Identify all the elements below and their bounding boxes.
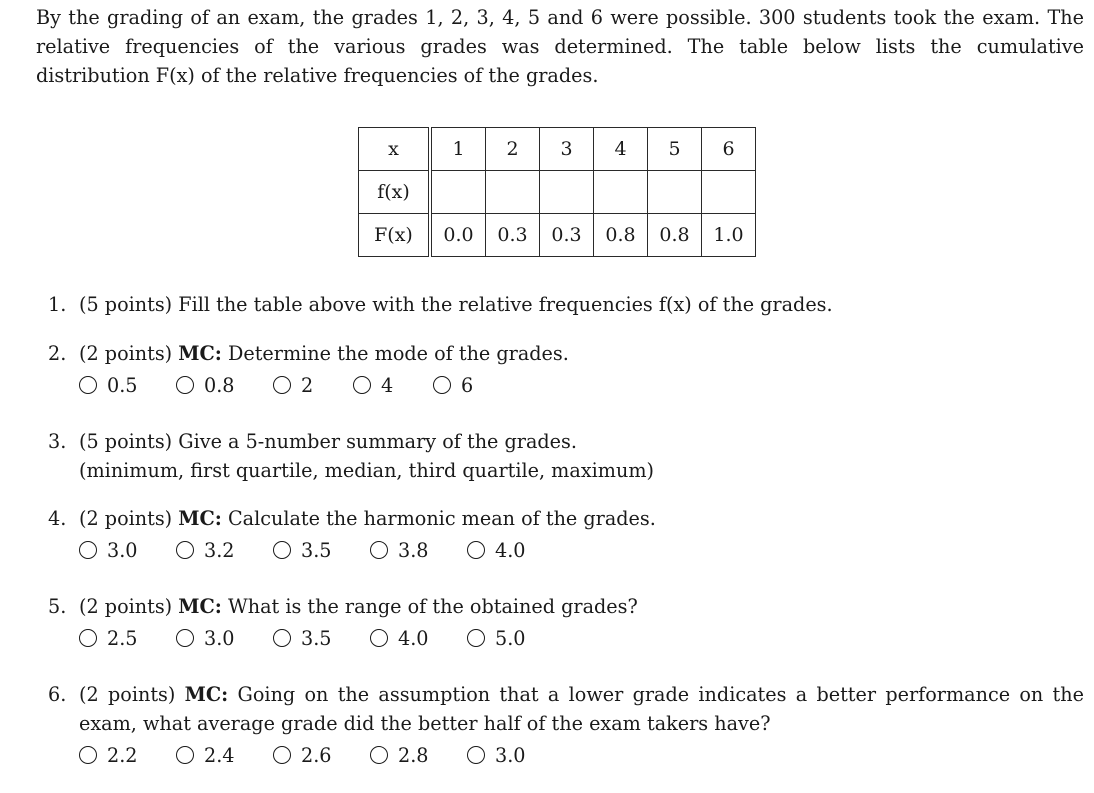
radio-circle-icon[interactable] — [273, 629, 291, 647]
option-label: 3.2 — [204, 538, 235, 562]
answer-option[interactable] — [176, 536, 273, 565]
answer-option[interactable] — [79, 741, 176, 770]
table-cell: 0.0 — [430, 214, 486, 257]
option-label: 3.8 — [398, 538, 429, 562]
option-label: 0.5 — [107, 373, 138, 397]
radio-circle-icon[interactable] — [370, 541, 388, 559]
answer-option[interactable] — [370, 624, 467, 653]
radio-circle-icon[interactable] — [176, 376, 194, 394]
answer-option[interactable] — [370, 741, 467, 770]
question-text: Give a 5-number summary of the grades. — [178, 430, 577, 453]
answer-option[interactable] — [79, 624, 176, 653]
question-6 — [48, 680, 1084, 770]
radio-circle-icon[interactable] — [79, 376, 97, 394]
table-cell-empty — [702, 171, 756, 214]
answer-option[interactable] — [273, 536, 370, 565]
option-label: 2 — [301, 373, 314, 397]
question-2 — [48, 339, 1084, 400]
table-cell: 1.0 — [702, 214, 756, 257]
table-row-x — [359, 128, 756, 171]
table-cell-empty — [648, 171, 702, 214]
radio-circle-icon[interactable] — [353, 376, 371, 394]
table-cell: 5 — [648, 128, 702, 171]
radio-circle-icon[interactable] — [467, 541, 485, 559]
grades-table-container — [358, 127, 756, 257]
option-label: 3.5 — [301, 626, 332, 650]
question-number: 4. — [48, 507, 67, 530]
radio-circle-icon[interactable] — [273, 541, 291, 559]
question-text: Determine the mode of the grades. — [227, 342, 569, 365]
answer-option[interactable] — [370, 536, 467, 565]
option-label: 3.0 — [495, 743, 526, 767]
table-cell-empty — [430, 171, 486, 214]
table-row-fx — [359, 171, 756, 214]
table-cell: 4 — [594, 128, 648, 171]
answer-option[interactable] — [176, 371, 273, 400]
question-points: (2 points) — [79, 595, 173, 618]
table-cell: 0.3 — [540, 214, 594, 257]
row-header: x — [359, 128, 431, 171]
table-cell: 0.3 — [486, 214, 540, 257]
table-cell-empty — [594, 171, 648, 214]
question-3 — [48, 427, 1084, 485]
option-label: 4.0 — [495, 538, 526, 562]
table-cell: 1 — [430, 128, 486, 171]
table-cell: 0.8 — [594, 214, 648, 257]
question-1 — [48, 290, 1084, 319]
option-label: 2.4 — [204, 743, 235, 767]
radio-circle-icon[interactable] — [273, 376, 291, 394]
answer-options — [79, 535, 1084, 565]
question-number: 5. — [48, 595, 67, 618]
mc-marker: MC: — [178, 595, 222, 618]
row-header: F(x) — [359, 214, 431, 257]
answer-options — [79, 740, 1084, 770]
answer-options — [79, 623, 1084, 653]
question-text: Calculate the harmonic mean of the grades. — [227, 507, 656, 530]
answer-option[interactable] — [353, 371, 433, 400]
question-number: 6. — [48, 683, 67, 706]
option-label: 3.0 — [107, 538, 138, 562]
option-label: 2.5 — [107, 626, 138, 650]
option-label: 4.0 — [398, 626, 429, 650]
table-row-Fx — [359, 214, 756, 257]
option-label: 4 — [381, 373, 394, 397]
radio-circle-icon[interactable] — [79, 629, 97, 647]
question-text: What is the range of the obtained grades? — [227, 595, 638, 618]
mc-marker: MC: — [178, 342, 222, 365]
option-label: 0.8 — [204, 373, 235, 397]
question-points: (5 points) — [79, 430, 173, 453]
answer-option[interactable] — [467, 741, 564, 770]
option-label: 2.8 — [398, 743, 429, 767]
option-label: 3.0 — [204, 626, 235, 650]
option-label: 6 — [461, 373, 474, 397]
answer-option[interactable] — [273, 371, 353, 400]
radio-circle-icon[interactable] — [176, 746, 194, 764]
question-text: Going on the assumption that a lower grade indicates a better performance on the exam, what average grade did the better half of the exam takers have? — [79, 683, 1084, 735]
radio-circle-icon[interactable] — [370, 746, 388, 764]
intro-paragraph: By the grading of an exam, the grades 1, 2, 3, 4, 5 and 6 were possible. 300 students took the exam. The relative frequencies of the various grades was determined. The table below lists the cumulative distribution F(x) of the relative frequencies of the grades. — [36, 6, 1084, 87]
radio-circle-icon[interactable] — [176, 541, 194, 559]
question-points: (5 points) — [79, 293, 173, 316]
answer-option[interactable] — [433, 371, 530, 400]
mc-marker: MC: — [184, 683, 229, 706]
question-number: 3. — [48, 430, 67, 453]
row-header: f(x) — [359, 171, 431, 214]
answer-option[interactable] — [79, 536, 176, 565]
question-5 — [48, 592, 1084, 653]
radio-circle-icon[interactable] — [467, 746, 485, 764]
answer-options — [79, 370, 1084, 400]
question-text: Fill the table above with the relative frequencies f(x) of the grades. — [178, 293, 833, 316]
option-label: 2.6 — [301, 743, 332, 767]
question-points: (2 points) — [79, 683, 176, 706]
radio-circle-icon[interactable] — [370, 629, 388, 647]
table-cell-empty — [540, 171, 594, 214]
table-cell: 2 — [486, 128, 540, 171]
radio-circle-icon[interactable] — [467, 629, 485, 647]
option-label: 2.2 — [107, 743, 138, 767]
radio-circle-icon[interactable] — [79, 746, 97, 764]
question-subtext: (minimum, first quartile, median, third quartile, maximum) — [79, 459, 655, 482]
question-points: (2 points) — [79, 342, 173, 365]
answer-option[interactable] — [467, 536, 564, 565]
option-label: 3.5 — [301, 538, 332, 562]
question-number: 2. — [48, 342, 67, 365]
table-cell: 3 — [540, 128, 594, 171]
question-4 — [48, 504, 1084, 565]
mc-marker: MC: — [178, 507, 222, 530]
table-cell: 6 — [702, 128, 756, 171]
radio-circle-icon[interactable] — [79, 541, 97, 559]
radio-circle-icon[interactable] — [273, 746, 291, 764]
answer-option[interactable] — [467, 624, 564, 653]
radio-circle-icon[interactable] — [176, 629, 194, 647]
question-number: 1. — [48, 293, 67, 316]
question-points: (2 points) — [79, 507, 173, 530]
answer-option[interactable] — [79, 371, 176, 400]
grades-table — [358, 127, 756, 257]
option-label: 5.0 — [495, 626, 526, 650]
answer-option[interactable] — [176, 741, 273, 770]
answer-option[interactable] — [176, 624, 273, 653]
table-cell-empty — [486, 171, 540, 214]
answer-option[interactable] — [273, 741, 370, 770]
radio-circle-icon[interactable] — [433, 376, 451, 394]
table-cell: 0.8 — [648, 214, 702, 257]
answer-option[interactable] — [273, 624, 370, 653]
